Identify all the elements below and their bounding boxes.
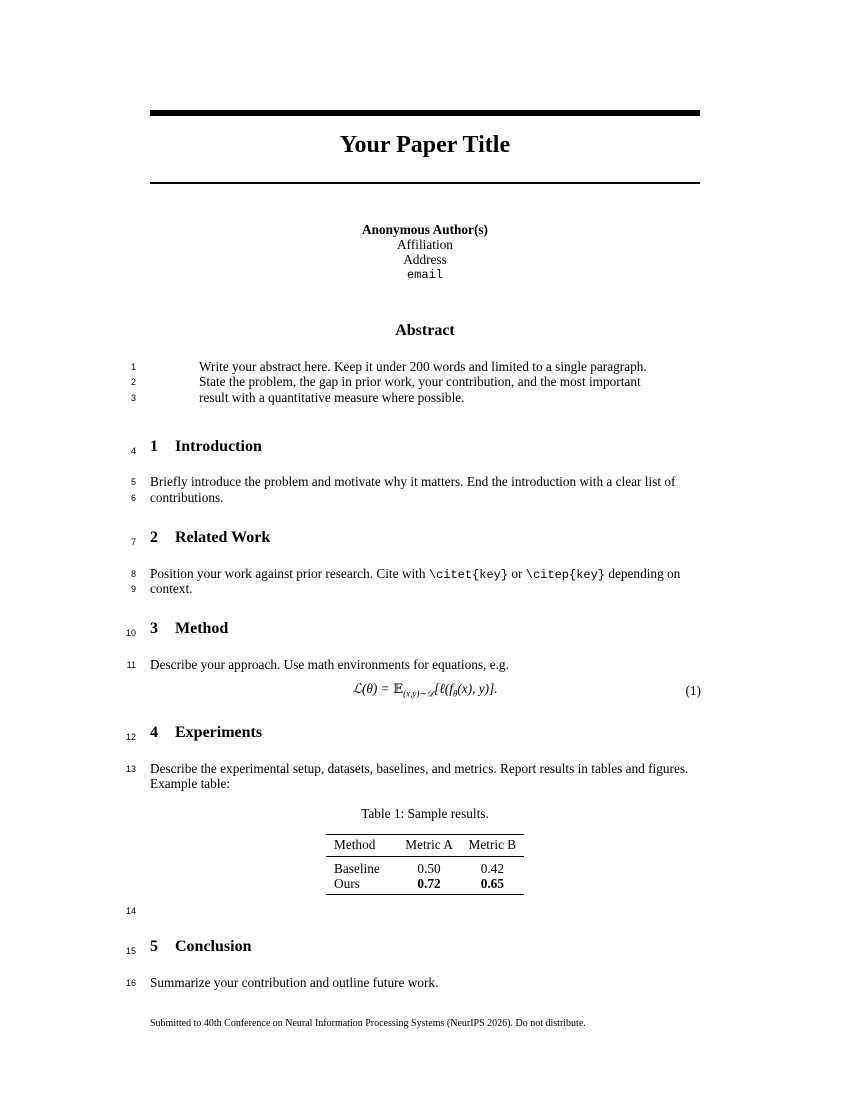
author-affiliation: Affiliation xyxy=(397,237,453,252)
section-heading-conclusion xyxy=(150,938,251,956)
table-cell: 0.65 xyxy=(461,876,524,895)
body-text: Position your work against prior research. Cite with xyxy=(150,566,429,581)
section-title: Method xyxy=(175,620,229,637)
equation-rhs-end: (x), y)]. xyxy=(457,681,498,696)
body-text: depending on xyxy=(605,566,681,581)
author-address: Address xyxy=(403,252,447,267)
line-number: 16 xyxy=(125,978,136,988)
body-line: context. xyxy=(150,581,193,596)
section-number: 5 xyxy=(150,938,158,955)
line-number: 3 xyxy=(130,393,136,403)
body-line: Summarize your contribution and outline future work. xyxy=(150,975,439,990)
section-heading-related-work xyxy=(150,529,270,547)
table-cell: 0.72 xyxy=(397,876,460,895)
line-number: 8 xyxy=(130,569,136,579)
paper-title: Your Paper Title xyxy=(339,132,511,158)
line-number: 6 xyxy=(130,493,136,503)
author-name: Anonymous Author(s) xyxy=(362,222,488,237)
line-number: 2 xyxy=(130,377,136,387)
table-row xyxy=(326,876,524,895)
submission-footer: Submitted to 40th Conference on Neural Information Processing Systems (NeurIPS 2026). Do not distribute. xyxy=(150,1018,586,1029)
equation-number: (1) xyxy=(685,683,701,698)
table-row xyxy=(326,857,524,877)
author-email: email xyxy=(406,268,443,282)
section-number: 4 xyxy=(150,724,158,741)
equation-rhs: [ℓ(f xyxy=(434,681,453,696)
line-number: 11 xyxy=(126,660,136,670)
section-title: Conclusion xyxy=(175,938,252,955)
abstract-line: result with a quantitative measure where possible. xyxy=(199,390,465,405)
section-heading-experiments xyxy=(150,724,262,742)
equation-lhs: ℒ(θ) = xyxy=(352,681,393,696)
table-cell: 0.50 xyxy=(417,861,441,876)
body-text: or xyxy=(508,566,526,581)
abstract-heading: Abstract xyxy=(395,322,455,339)
line-number: 15 xyxy=(125,946,136,956)
title-bottom-rule xyxy=(150,182,700,184)
citep-code: \citep{key} xyxy=(525,568,605,582)
line-number: 4 xyxy=(130,446,136,456)
section-number: 3 xyxy=(150,620,158,637)
table-cell: 0.42 xyxy=(480,861,504,876)
theta-subscript: θ xyxy=(452,688,458,699)
section-heading-method xyxy=(150,620,228,638)
section-title: Related Work xyxy=(175,529,271,546)
body-line: Describe your approach. Use math environments for equations, e.g. xyxy=(150,657,509,672)
title-top-rule xyxy=(150,110,700,116)
line-number: 7 xyxy=(130,537,136,547)
line-number: 1 xyxy=(130,362,136,372)
body-line: Briefly introduce the problem and motivate why it matters. End the introduction with a clear list of xyxy=(150,474,676,489)
line-number: 9 xyxy=(130,584,136,594)
table-caption: Table 1: Sample results. xyxy=(361,806,489,821)
body-line: contributions. xyxy=(150,490,224,505)
results-table xyxy=(326,834,524,895)
body-line: Describe the experimental setup, datasets, baselines, and metrics. Report results in tables and figures. xyxy=(150,761,689,776)
line-number: 14 xyxy=(125,906,136,916)
section-number: 1 xyxy=(150,438,158,455)
table-cell: Baseline xyxy=(334,861,380,876)
body-line xyxy=(150,566,680,582)
citet-code: \citet{key} xyxy=(428,568,509,582)
table-cell: Ours xyxy=(326,876,397,895)
line-number: 10 xyxy=(125,628,136,638)
expectation-symbol: 𝔼 xyxy=(392,681,404,696)
equation xyxy=(150,681,700,700)
table-header-metric-b: Metric B xyxy=(461,835,524,857)
section-title: Experiments xyxy=(175,724,263,741)
table-header-metric-a: Metric A xyxy=(397,835,460,857)
section-title: Introduction xyxy=(175,438,262,455)
abstract-line: Write your abstract here. Keep it under 200 words and limited to a single paragraph. xyxy=(199,359,647,374)
line-number: 5 xyxy=(130,477,136,487)
line-number: 12 xyxy=(125,732,136,742)
expectation-subscript: (x,y)∼𝒟 xyxy=(403,688,435,699)
section-number: 2 xyxy=(150,529,158,546)
abstract-line: State the problem, the gap in prior work, your contribution, and the most important xyxy=(199,374,641,389)
table-header-row xyxy=(326,835,524,857)
line-number: 13 xyxy=(125,764,136,774)
section-heading-introduction xyxy=(150,438,262,456)
body-line: Example table: xyxy=(150,776,231,791)
table-header-method: Method xyxy=(326,835,397,857)
